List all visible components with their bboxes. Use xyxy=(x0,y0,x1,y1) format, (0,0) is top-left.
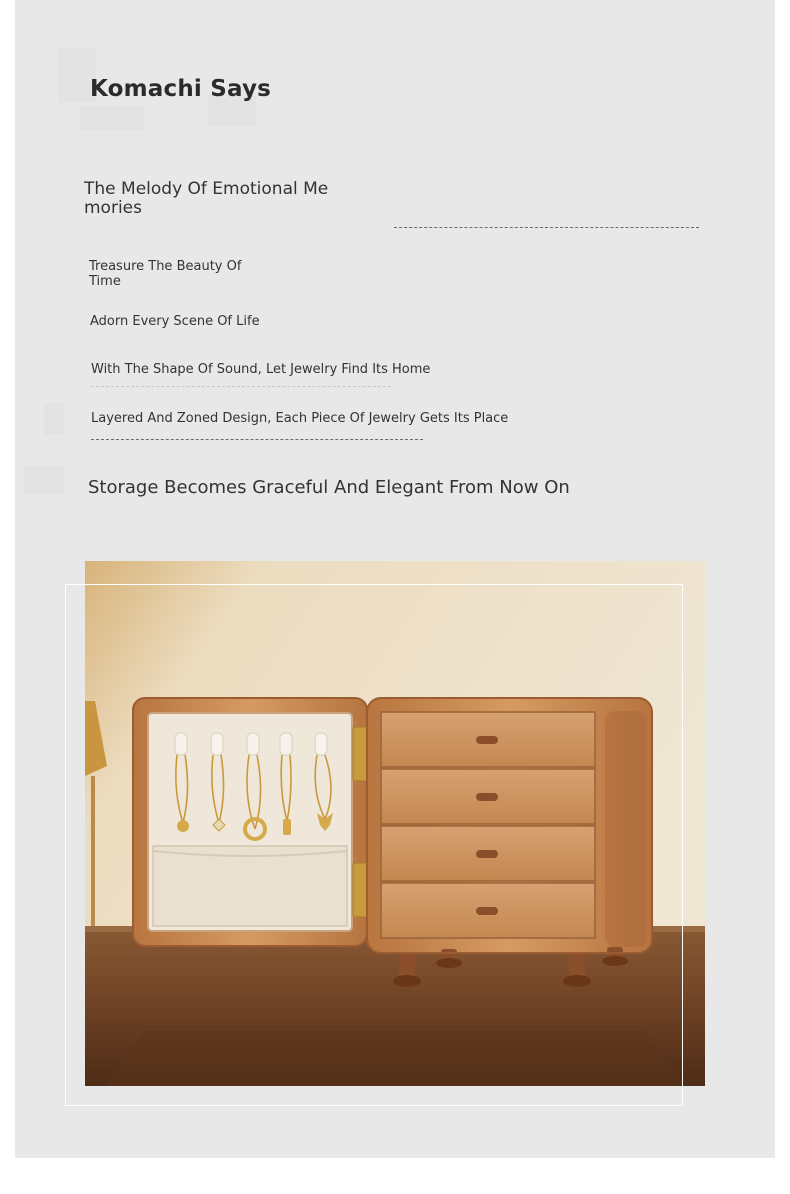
headline: The Melody Of Emotional Me mories xyxy=(84,179,329,218)
background-decoration xyxy=(80,105,144,131)
tagline-sound: With The Shape Of Sound, Let Jewelry Find Its Home xyxy=(91,362,431,377)
tagline-treasure: Treasure The Beauty Of Time xyxy=(89,259,242,289)
background-decoration xyxy=(24,465,64,495)
divider-line xyxy=(394,227,699,228)
divider-line xyxy=(91,439,423,440)
background-decoration xyxy=(44,403,64,435)
tagline-adorn: Adorn Every Scene Of Life xyxy=(90,314,260,329)
divider-line xyxy=(91,386,391,387)
tagline-layered: Layered And Zoned Design, Each Piece Of Jewelry Gets Its Place xyxy=(91,411,509,426)
photo-frame-outline xyxy=(65,584,683,1106)
brand-title: Komachi Says xyxy=(90,76,272,102)
closing-statement: Storage Becomes Graceful And Elegant From Now On xyxy=(88,477,570,498)
